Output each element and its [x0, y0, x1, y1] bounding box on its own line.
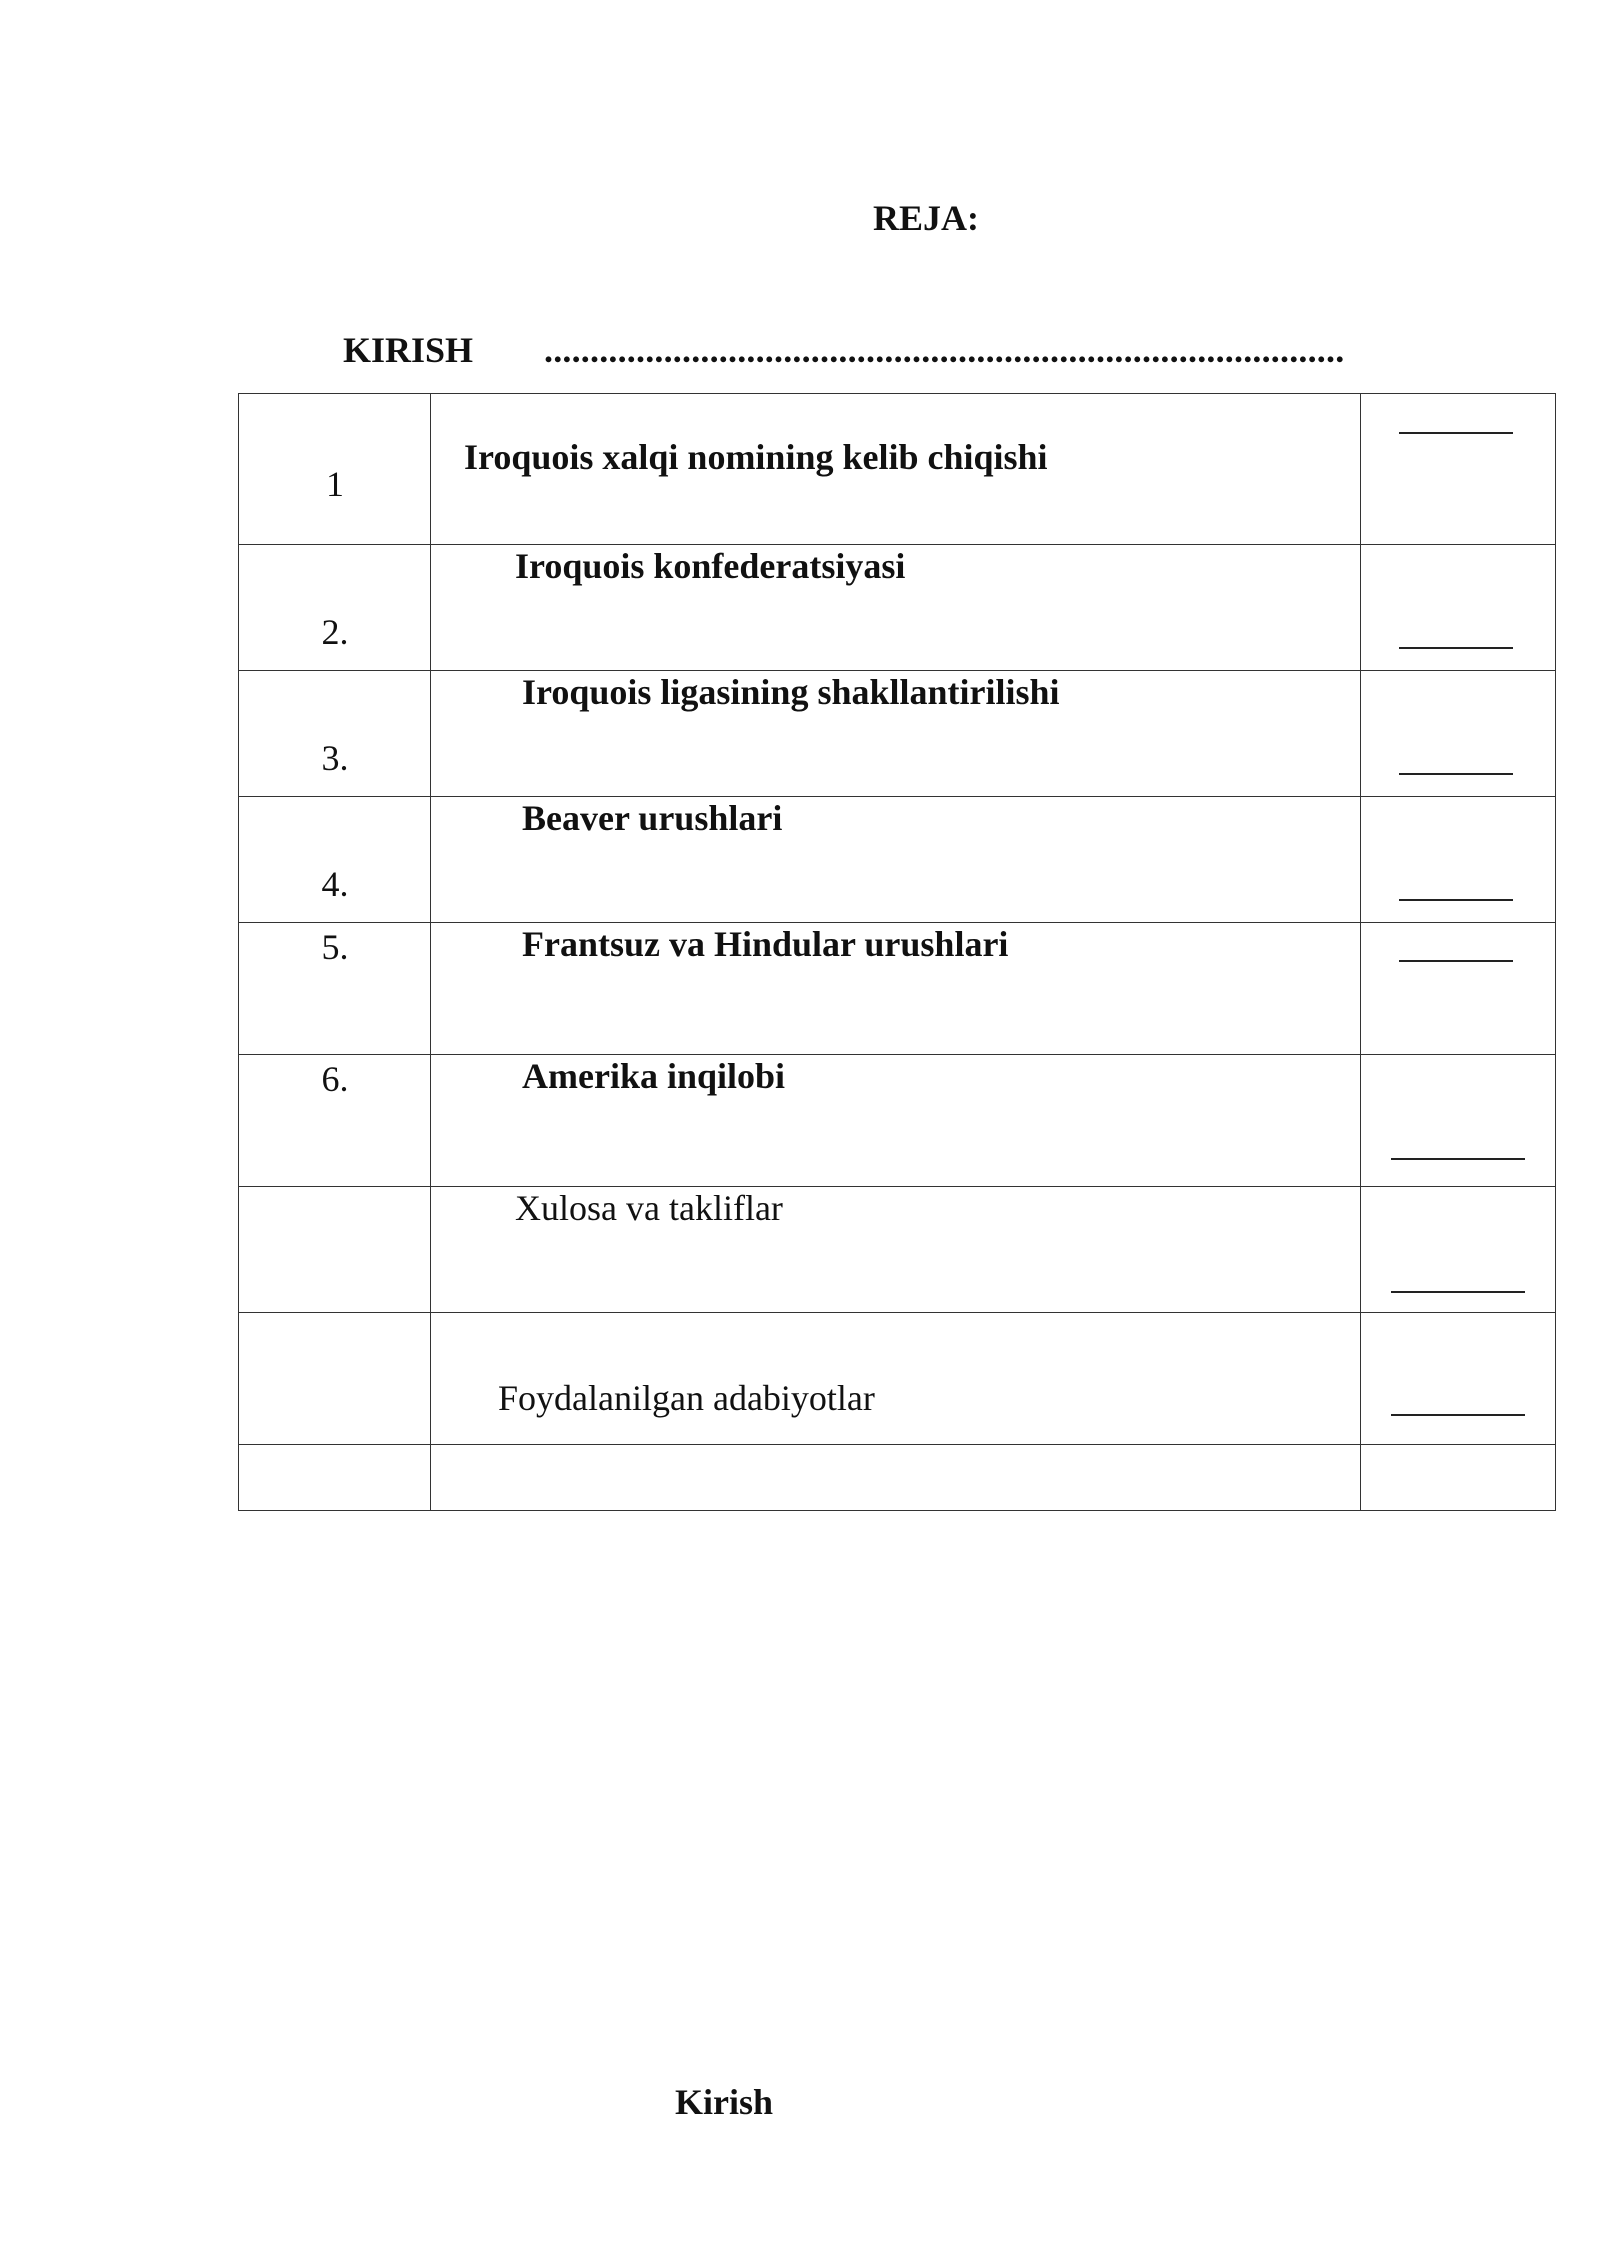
- row-page-cell: [1361, 394, 1556, 545]
- intro-leader-dots: .......................................................................................: [544, 330, 1345, 370]
- row-number: 4.: [321, 864, 349, 904]
- contents-table: [238, 393, 1556, 1511]
- table-row: [239, 1055, 1556, 1187]
- row-title: Iroquois konfederatsiyasi: [515, 546, 906, 586]
- row-page-cell: [1361, 671, 1556, 797]
- row-title: Frantsuz va Hindular urushlari: [522, 924, 1009, 964]
- row-title: Amerika inqilobi: [522, 1056, 786, 1096]
- row-title-cell: [431, 923, 1361, 1055]
- row-page-cell: [1361, 923, 1556, 1055]
- row-number: 5.: [321, 927, 349, 967]
- row-page-cell: [1361, 797, 1556, 923]
- row-title-cell: [431, 1313, 1361, 1445]
- table-row: [239, 797, 1556, 923]
- row-page-cell: [1361, 1055, 1556, 1187]
- page-number-line: [1399, 432, 1513, 434]
- row-number-cell: [239, 545, 431, 671]
- row-title: Foydalanilgan adabiyotlar: [498, 1378, 875, 1418]
- table-row: [239, 394, 1556, 545]
- page-number-line: [1399, 960, 1513, 962]
- row-title-cell: [431, 1187, 1361, 1313]
- row-title-cell: [431, 797, 1361, 923]
- page-number-line: [1399, 773, 1513, 775]
- page-number-line: [1391, 1291, 1525, 1293]
- table-row: [239, 671, 1556, 797]
- row-number: 3.: [321, 738, 349, 778]
- row-number-cell: [239, 671, 431, 797]
- table-row: [239, 1445, 1556, 1511]
- page-title: REJA:: [873, 198, 979, 238]
- table-row: [239, 1313, 1556, 1445]
- row-number-cell: [239, 1445, 431, 1511]
- page-number-line: [1399, 899, 1513, 901]
- row-title: Iroquois ligasining shakllantirilishi: [522, 672, 1060, 712]
- row-number: 6.: [321, 1059, 349, 1099]
- page-number-line: [1391, 1158, 1525, 1160]
- row-title-cell: [431, 1445, 1361, 1511]
- row-number: 1: [326, 464, 344, 504]
- row-title: Beaver urushlari: [522, 798, 783, 838]
- row-number-cell: [239, 797, 431, 923]
- row-title: Iroquois xalqi nomining kelib chiqishi: [464, 437, 1048, 477]
- row-number-cell: [239, 1313, 431, 1445]
- section-heading: Kirish: [675, 2082, 774, 2122]
- row-number: 2.: [321, 612, 349, 652]
- row-title-cell: [431, 545, 1361, 671]
- table-row: [239, 923, 1556, 1055]
- row-title: Xulosa va takliflar: [515, 1188, 783, 1228]
- table-row: [239, 545, 1556, 671]
- row-number-cell: [239, 394, 431, 545]
- row-title-cell: [431, 1055, 1361, 1187]
- row-title-cell: [431, 671, 1361, 797]
- row-number-cell: [239, 1187, 431, 1313]
- row-number-cell: [239, 1055, 431, 1187]
- row-page-cell: [1361, 1313, 1556, 1445]
- page-number-line: [1399, 647, 1513, 649]
- row-number-cell: [239, 923, 431, 1055]
- page-number-line: [1391, 1414, 1525, 1416]
- intro-label: KIRISH: [343, 330, 474, 370]
- row-title-cell: [431, 394, 1361, 545]
- row-page-cell: [1361, 1445, 1556, 1511]
- table-row: [239, 1187, 1556, 1313]
- row-page-cell: [1361, 545, 1556, 671]
- row-page-cell: [1361, 1187, 1556, 1313]
